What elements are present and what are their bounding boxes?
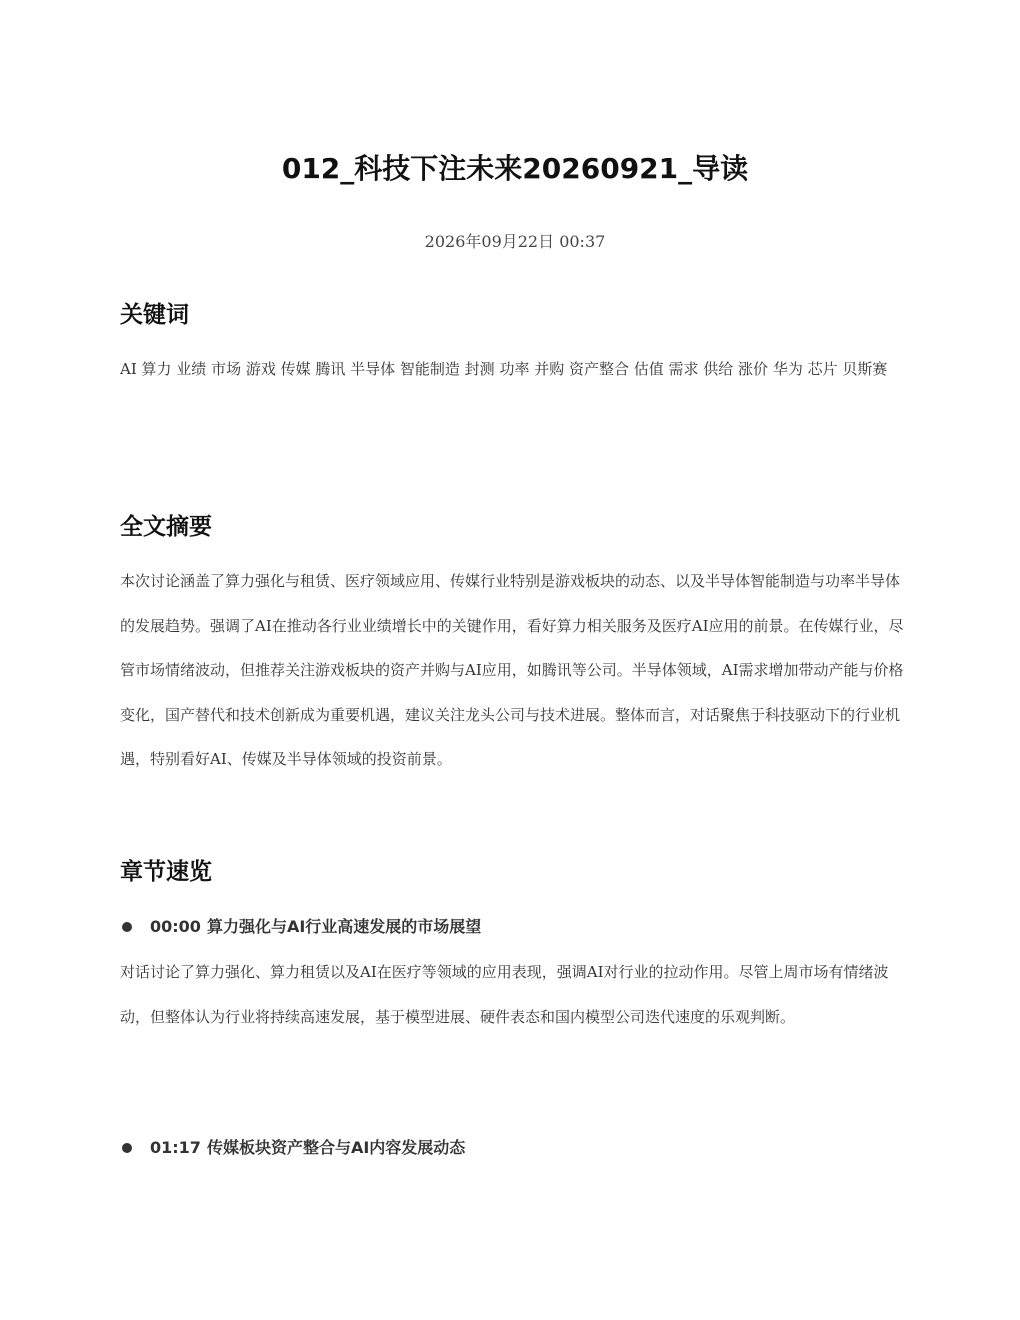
chapter-heading [150,912,481,942]
document-title: 012_科技下注未来20260921_导读 [281,152,749,185]
keywords-heading: 关键词 [120,302,189,328]
bullet-icon [122,1143,132,1153]
summary-heading: 全文摘要 [120,514,212,540]
chapter-title: 传媒板块资产整合与AI内容发展动态 [206,1138,466,1157]
document-date: 2026年09月22日 00:37 [424,232,606,251]
chapters-heading: 章节速览 [120,859,212,885]
chapter-time: 01:17 [150,1138,201,1157]
summary-text: 本次讨论涵盖了算力强化与租赁、医疗领域应用、传媒行业特别是游戏板块的动态、以及半导体智能制造与功率半导体的发展趋势。强调了AI在推动各行业业绩增长中的关键作用，看好算力相关服务及医疗AI应用的前景。在传媒行业，尽管市场情绪波动，但推荐关注游戏板块的资产并购与AI应用，如腾讯等公司。半导体领域，AI需求增加带动产能与价格变化，国产替代和技术创新成为重要机遇，建议关注龙头公司与技术进展。整体而言，对话聚焦于科技驱动下的行业机遇，特别看好AI、传媒及半导体领域的投资前景。 [120,572,904,768]
bullet-icon [122,922,132,932]
chapter-description: 对话讨论了算力强化、算力租赁以及AI在医疗等领域的应用表现，强调AI对行业的拉动作用。尽管上周市场有情绪波动，但整体认为行业将持续高速发展，基于模型进展、硬件表态和国内模型公司迭代速度的乐观判断。 [120,963,889,1026]
chapter-time: 00:00 [150,917,201,936]
chapter-item [120,1133,910,1163]
keywords-text: AI 算力 业绩 市场 游戏 传媒 腾讯 半导体 智能制造 封测 功率 并购 资产整合 估值 需求 供给 涨价 华为 芯片 贝斯赛 [120,360,888,378]
chapter-item [120,912,910,942]
chapter-heading [150,1133,465,1163]
chapter-title: 算力强化与AI行业高速发展的市场展望 [206,917,482,936]
